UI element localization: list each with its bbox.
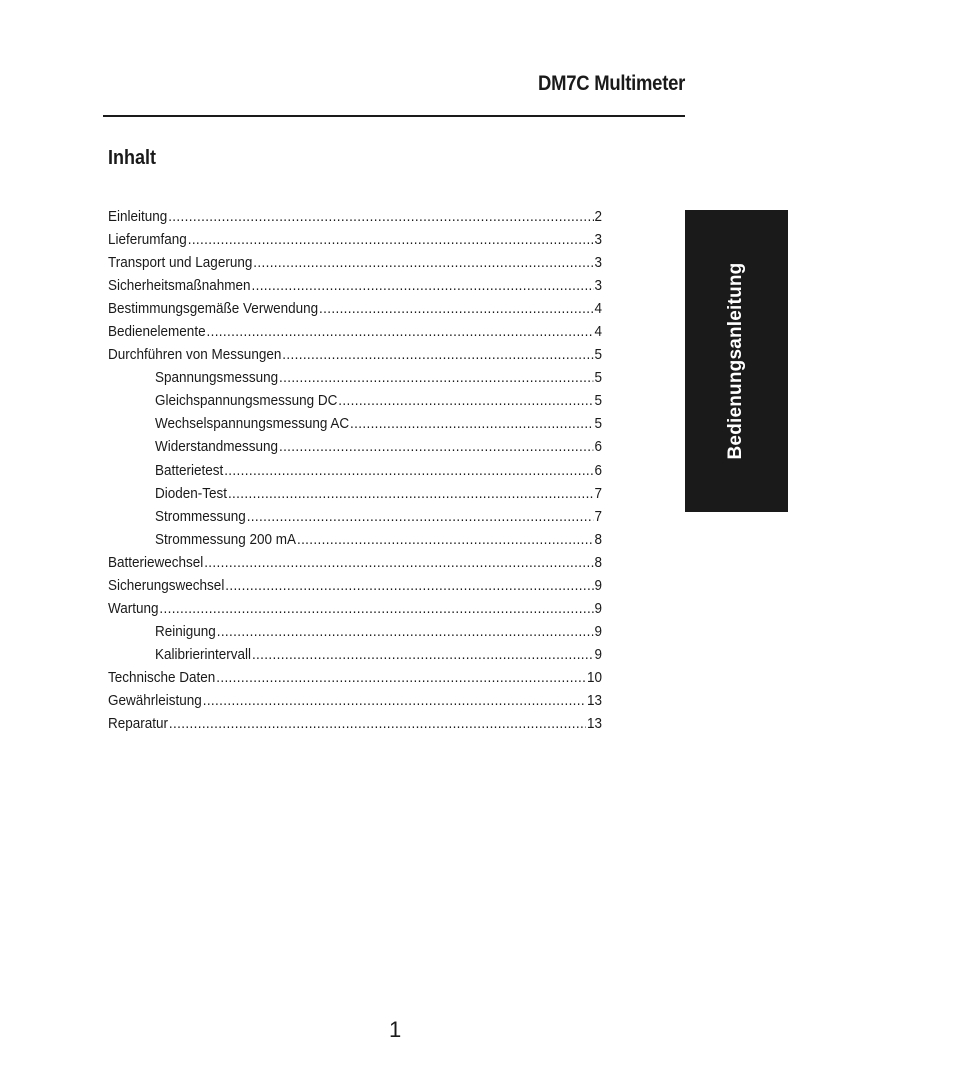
toc-leader-dots [216,666,586,689]
toc-entry-page: 8 [594,553,602,571]
toc-leader-dots [319,297,594,320]
toc-entry-title: Wartung [108,599,159,617]
toc-entry-page: 5 [594,392,602,410]
toc-entry-title: Gewährleistung [108,691,202,709]
toc-entry [108,205,602,228]
toc-entry [108,274,602,297]
toc-entry-page: 10 [586,668,602,686]
toc-entry [108,482,602,505]
toc-entry [108,712,602,735]
toc-entry-page: 9 [594,576,602,594]
toc-entry [108,551,602,574]
toc-leader-dots [217,620,594,643]
toc-leader-dots [338,389,593,412]
toc-entry-title: Wechselspannungsmessung AC [155,415,350,433]
toc-entry-page: 13 [586,691,602,709]
toc-entry [108,528,602,551]
toc-leader-dots [282,343,593,366]
toc-entry [108,597,602,620]
toc-leader-dots [224,459,593,482]
toc-entry-title: Einleitung [108,208,168,225]
toc-leader-dots [228,482,594,505]
toc-entry-title: Sicherungswechsel [108,576,225,594]
toc-leader-dots [247,505,594,528]
toc-entry-title: Reparatur [108,715,169,733]
toc-entry-title: Spannungsmessung [155,369,279,387]
toc-entry-page: 9 [594,645,602,663]
toc-leader-dots [204,551,593,574]
toc-entry-title: Technische Daten [108,668,216,686]
toc-leader-dots [203,689,586,712]
toc-entry [108,228,602,251]
side-tab [685,210,788,512]
toc-entry-title: Batterietest [155,461,224,479]
document-title: DM7C Multimeter [538,72,685,95]
toc-entry-page: 6 [594,461,602,479]
toc-entry-title: Lieferumfang [108,231,187,249]
toc-entry [108,412,602,435]
toc-entry-title: Dioden-Test [155,484,228,502]
toc-entry [108,320,602,343]
toc-entry-page: 7 [594,507,602,525]
toc-entry-page: 4 [594,323,602,341]
toc-entry-title: Reinigung [155,622,216,640]
toc-leader-dots [253,251,593,274]
toc-entry-page: 8 [594,530,602,548]
toc-leader-dots [251,274,593,297]
toc-entry-title: Kalibrierintervall [155,645,252,663]
toc-entry-title: Widerstandmessung [155,438,279,456]
toc-entry-title: Bedienelemente [108,323,206,341]
toc-entry-title: Gleichspannungsmessung DC [155,392,338,410]
toc-entry [108,666,602,689]
toc-leader-dots [350,412,594,435]
toc-entry-page: 3 [594,254,602,272]
side-tab-label: Bedienungsanleitung [725,262,746,460]
toc-entry-page: 7 [594,484,602,502]
toc-entry-page: 5 [594,415,602,433]
page-number: 1 [389,1017,402,1042]
toc-entry-page: 6 [594,438,602,456]
toc-entry-title: Durchführen von Messungen [108,346,282,364]
toc-entry [108,251,602,274]
table-of-contents [108,205,602,735]
toc-entry-title: Strommessung 200 mA [155,530,297,548]
toc-entry [108,689,602,712]
toc-leader-dots [206,320,593,343]
toc-leader-dots [225,574,593,597]
toc-entry-page: 13 [586,715,602,733]
toc-entry-page: 5 [594,346,602,364]
toc-entry-page: 5 [594,369,602,387]
toc-leader-dots [169,712,586,735]
toc-entry [108,459,602,482]
toc-leader-dots [279,366,594,389]
toc-entry-page: 3 [594,277,602,295]
toc-entry-page: 2 [594,208,602,225]
toc-leader-dots [168,205,593,228]
header-divider [103,115,685,117]
toc-entry-title: Sicherheitsmaßnahmen [108,277,251,295]
toc-entry-page: 3 [594,231,602,249]
toc-leader-dots [279,435,594,458]
toc-entry-page: 4 [594,300,602,318]
toc-entry [108,643,602,666]
toc-entry [108,435,602,458]
toc-entry-title: Bestimmungsgemäße Verwendung [108,300,319,318]
toc-entry-title: Batteriewechsel [108,553,204,571]
toc-entry [108,505,602,528]
toc-entry [108,343,602,366]
toc-leader-dots [159,597,593,620]
toc-entry-page: 9 [594,622,602,640]
toc-leader-dots [297,528,594,551]
toc-leader-dots [188,228,594,251]
toc-entry-title: Transport und Lagerung [108,254,253,272]
toc-heading: Inhalt [108,147,157,169]
toc-entry [108,297,602,320]
toc-entry [108,366,602,389]
toc-leader-dots [252,643,594,666]
toc-entry [108,574,602,597]
toc-entry-title: Strommessung [155,507,246,525]
toc-entry-page: 9 [594,599,602,617]
toc-entry [108,389,602,412]
toc-entry [108,620,602,643]
